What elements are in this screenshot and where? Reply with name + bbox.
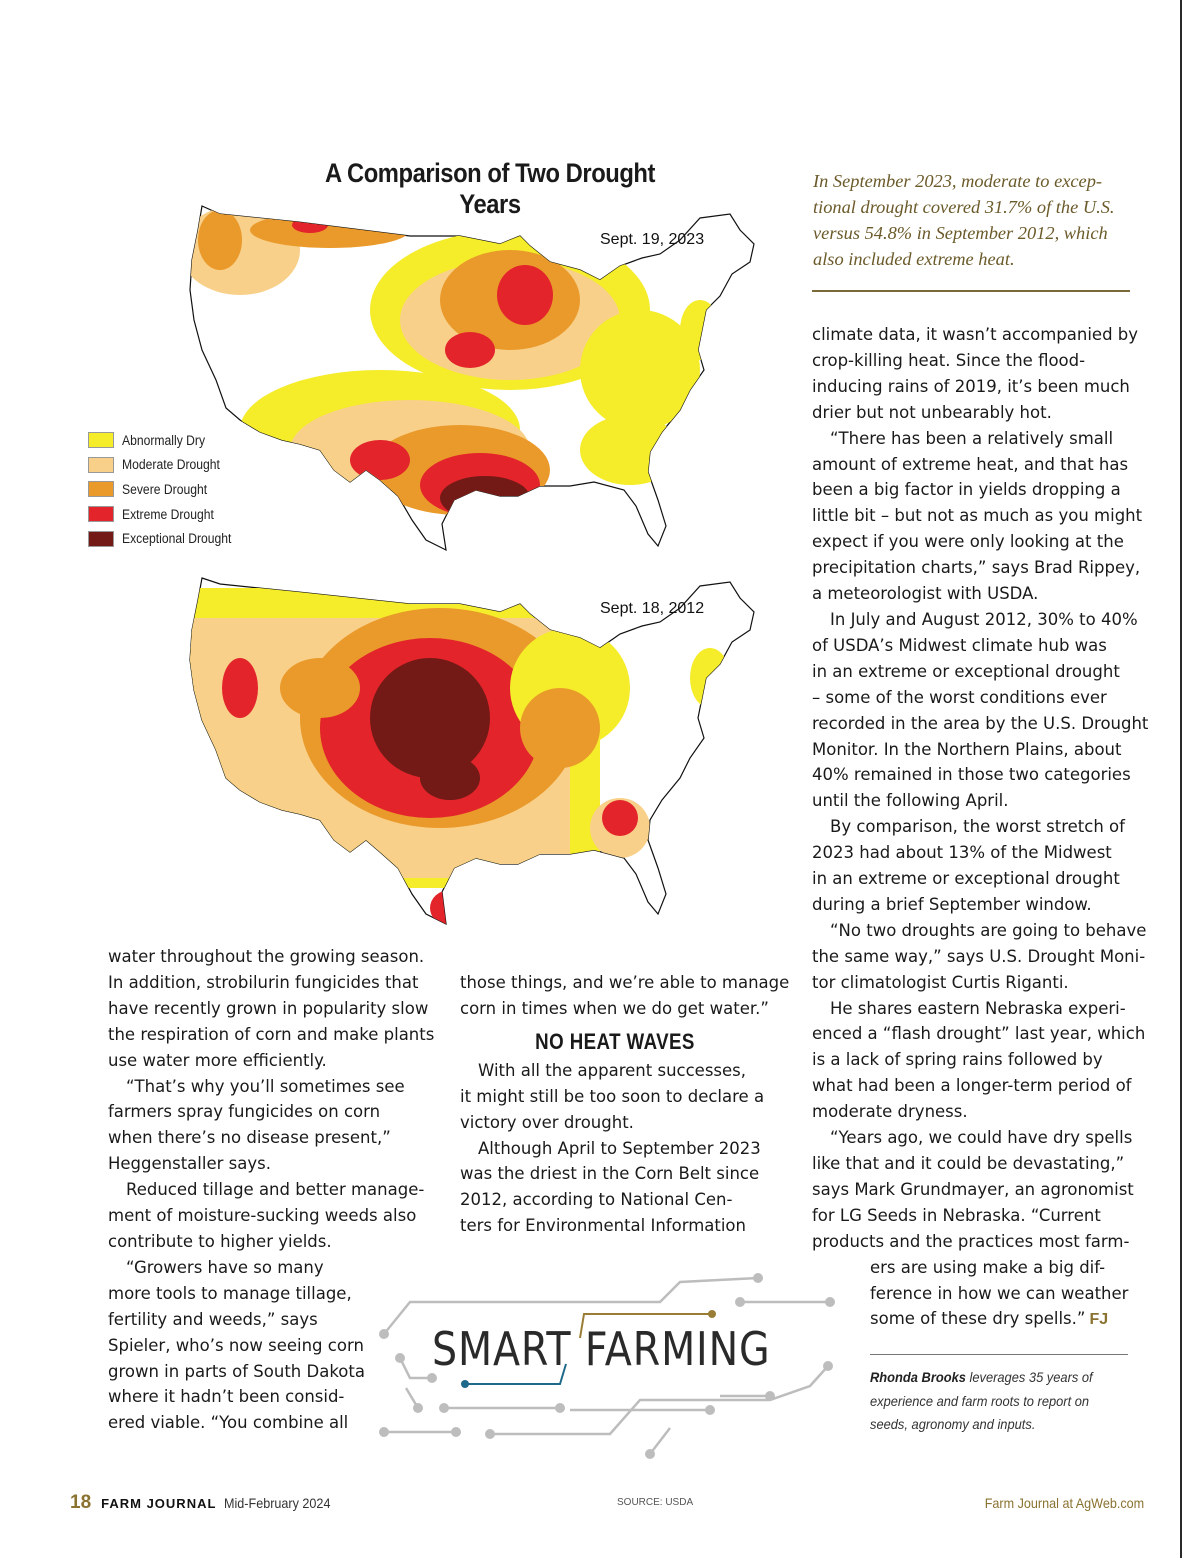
body-text: for LG Seeds in Nebraska. “Current — [812, 1205, 1101, 1225]
legend-item — [88, 502, 248, 527]
body-text-line — [812, 711, 1149, 737]
body-text: in an extreme or exceptional drought — [812, 661, 1120, 681]
drought-map-2023 — [180, 200, 780, 560]
pull-quote-line: tional drought covered 31.7% of the U.S. — [813, 197, 1115, 217]
page-number: 18 — [70, 1492, 92, 1513]
body-text: Heggenstaller says. — [108, 1154, 271, 1174]
bio-rule — [870, 1354, 1128, 1355]
pull-quote — [813, 168, 1135, 272]
body-text-line — [460, 1161, 790, 1187]
pull-quote-rule — [812, 290, 1130, 292]
body-text-line — [108, 944, 438, 970]
body-text-line — [812, 607, 1142, 633]
body-text-line — [812, 866, 1142, 892]
body-text-line — [812, 426, 1142, 452]
signoff-mark: FJ — [1089, 1311, 1109, 1329]
body-text: like that and it could be devastating,” — [812, 1154, 1125, 1173]
body-text-line — [812, 1151, 1142, 1177]
legend-swatch — [88, 481, 114, 497]
figure-title: A Comparison of Two Drought Years — [325, 158, 655, 219]
legend-swatch — [88, 457, 114, 473]
body-text-line — [812, 503, 1142, 529]
pull-quote-line: In September 2023, moderate to excep- — [813, 171, 1103, 191]
body-text: ters for Environmental Information — [460, 1216, 746, 1236]
body-text-line — [108, 970, 438, 996]
body-text-line — [108, 1048, 438, 1074]
body-text: some of these dry spells.” — [870, 1309, 1086, 1329]
body-text-line — [108, 996, 438, 1022]
body-text-line — [108, 1203, 438, 1229]
body-text: enced a “flash drought” last year, which — [812, 1024, 1146, 1044]
body-text-line — [108, 1151, 438, 1177]
body-text-line — [812, 633, 1142, 659]
body-text: 2023 had about 13% of the Midwest — [812, 843, 1112, 863]
body-text: the same way,” says U.S. Drought Moni- — [812, 946, 1146, 966]
body-text: moderate dryness. — [812, 1102, 968, 1122]
body-text: water throughout the growing season. — [108, 947, 425, 966]
body-text: use water more efficiently. — [108, 1050, 327, 1070]
legend-item — [88, 428, 248, 453]
pull-quote-line: also included extreme heat. — [813, 249, 1015, 269]
body-text: grown in parts of South Dakota — [108, 1361, 365, 1381]
body-text: more tools to manage tillage, — [108, 1283, 352, 1303]
body-text: crop-killing heat. Since the flood- — [812, 350, 1086, 370]
legend-label: Moderate Drought — [122, 457, 220, 473]
legend-swatch — [88, 432, 114, 448]
body-text-line — [108, 1177, 438, 1203]
body-text: ers are using make a big dif- — [870, 1257, 1106, 1277]
body-text-line — [812, 1229, 1142, 1255]
map-2012-date: Sept. 18, 2012 — [600, 600, 705, 617]
body-text: By comparison, the worst stretch of — [830, 817, 1125, 837]
legend-label: Severe Drought — [122, 481, 208, 497]
body-text: have recently grown in popularity slow — [108, 998, 429, 1018]
body-text: “That’s why you’ll sometimes see — [126, 1076, 405, 1096]
body-text-line — [812, 555, 1142, 581]
body-text-line — [812, 788, 1142, 814]
body-text-line — [460, 996, 790, 1022]
author-name: Rhonda Brooks — [870, 1369, 966, 1385]
body-text: until the following April. — [812, 791, 1009, 811]
body-text: “No two droughts are going to behave — [830, 920, 1147, 940]
body-text-line — [460, 1084, 790, 1110]
body-text-line — [812, 452, 1142, 478]
body-text-line — [812, 1281, 1142, 1307]
bio-text: seeds, agronomy and inputs. — [870, 1416, 1036, 1433]
body-text: – some of the worst conditions ever — [812, 687, 1107, 707]
body-text-line — [812, 374, 1142, 400]
body-text: a meteorologist with USDA. — [812, 584, 1039, 604]
body-text: climate data, it wasn’t accompanied by — [812, 325, 1139, 344]
figure-source: SOURCE: USDA — [617, 1497, 694, 1508]
body-text: been a big factor in yields dropping a — [812, 480, 1121, 500]
page-edge-rule — [1180, 0, 1182, 1558]
body-text: “Growers have so many — [126, 1257, 324, 1277]
author-bio — [870, 1366, 1140, 1437]
body-text-line — [812, 1255, 1142, 1281]
body-text-line — [812, 996, 1142, 1022]
issue-date: Mid-February 2024 — [224, 1495, 331, 1511]
body-text: Reduced tillage and better manage- — [126, 1180, 425, 1200]
body-text-line — [812, 1125, 1142, 1151]
website-link[interactable]: Farm Journal at AgWeb.com — [984, 1495, 1144, 1511]
section-subhead: NO HEAT WAVES — [535, 1028, 695, 1054]
body-text-line — [812, 918, 1147, 944]
body-text: those things, and we’re able to manage — [460, 973, 790, 992]
body-text-line — [812, 529, 1142, 555]
body-text: corn in times when we do get water.” — [460, 998, 769, 1018]
body-text-line — [460, 1136, 790, 1162]
body-text: In July and August 2012, 30% to 40% — [830, 609, 1138, 629]
body-text: of USDA’s Midwest climate hub was — [812, 635, 1107, 655]
body-text: recorded in the area by the U.S. Drought — [812, 713, 1149, 733]
body-text-line — [812, 1306, 1142, 1333]
page-footer — [70, 1492, 343, 1516]
body-text: Spieler, who’s now seeing corn — [108, 1335, 364, 1355]
body-text-line — [108, 1229, 438, 1255]
body-text: it might still be too soon to declare a — [460, 1086, 765, 1106]
body-text: amount of extreme heat, and that has — [812, 454, 1129, 474]
legend-label: Abnormally Dry — [122, 432, 206, 448]
body-text: With all the apparent successes, — [478, 1060, 747, 1080]
body-text-line — [812, 659, 1142, 685]
body-text: where it hadn’t been consid- — [108, 1387, 345, 1407]
body-text: says Mark Grundmayer, an agronomist — [812, 1179, 1134, 1199]
body-text-line — [108, 1022, 438, 1048]
legend-label: Extreme Drought — [122, 506, 214, 522]
bio-text: experience and farm roots to report on — [870, 1392, 1090, 1409]
pull-quote-line: versus 54.8% in September 2012, which — [813, 223, 1108, 243]
body-text-line — [812, 477, 1142, 503]
body-text-line — [460, 1187, 790, 1213]
map-2023-date: Sept. 19, 2023 — [600, 231, 705, 248]
body-text-line — [108, 1074, 438, 1100]
body-text: expect if you were only looking at the — [812, 532, 1124, 552]
body-text: when there’s no disease present,” — [108, 1128, 391, 1148]
bio-text: leverages 35 years of — [965, 1369, 1093, 1385]
legend-label: Exceptional Drought — [122, 531, 232, 547]
body-text: ment of moisture-sucking weeds also — [108, 1206, 417, 1226]
body-text-line — [812, 840, 1142, 866]
body-text: what had been a longer-term period of — [812, 1076, 1132, 1096]
body-text: contribute to higher yields. — [108, 1231, 332, 1251]
body-text-line — [460, 970, 790, 996]
body-text: little bit – but not as much as you might — [812, 506, 1143, 526]
body-text: Monitor. In the Northern Plains, about — [812, 739, 1122, 759]
body-text-line — [812, 892, 1142, 918]
legend-swatch — [88, 506, 114, 522]
body-text: ference in how we can weather — [870, 1283, 1129, 1303]
article-column-middle — [460, 970, 790, 1239]
body-text: during a brief September window. — [812, 894, 1092, 914]
body-text-line — [108, 1125, 438, 1151]
body-text: is a lack of spring rains followed by — [812, 1050, 1103, 1070]
body-text-line — [812, 348, 1142, 374]
body-text-line — [812, 581, 1142, 607]
body-text-line — [812, 944, 1146, 970]
body-text-line — [460, 1058, 790, 1084]
body-text: farmers spray fungicides on corn — [108, 1102, 381, 1122]
body-text-line — [108, 1099, 438, 1125]
legend-item — [88, 453, 248, 478]
body-text-line — [460, 1110, 790, 1136]
body-text: victory over drought. — [460, 1112, 634, 1132]
body-text: tor climatologist Curtis Riganti. — [812, 972, 1069, 992]
smart-farming-wordmark: SMART FARMING — [432, 1322, 771, 1376]
body-text-line — [812, 762, 1142, 788]
body-text-line — [812, 322, 1142, 348]
body-text-line — [812, 1203, 1142, 1229]
body-text-line — [812, 1177, 1142, 1203]
body-text-line — [812, 737, 1142, 763]
body-text: drier but not unbearably hot. — [812, 402, 1052, 422]
body-text-line — [812, 1047, 1142, 1073]
body-text-line — [812, 1099, 1142, 1125]
legend-item — [88, 477, 248, 502]
body-text: was the driest in the Corn Belt since — [460, 1164, 760, 1184]
body-text-line — [812, 400, 1142, 426]
body-text: products and the practices most farm- — [812, 1231, 1130, 1251]
drought-map-2012 — [180, 568, 780, 938]
magazine-name: FARM JOURNAL — [101, 1496, 217, 1511]
body-text-line — [812, 814, 1142, 840]
article-column-right — [812, 322, 1149, 1333]
body-text-line — [460, 1213, 790, 1239]
body-text-line — [812, 1073, 1142, 1099]
body-text: He shares eastern Nebraska experi- — [830, 998, 1126, 1018]
body-text: In addition, strobilurin fungicides that — [108, 972, 419, 992]
body-text: ered viable. “You combine all — [108, 1413, 349, 1433]
body-text: fertility and weeds,” says — [108, 1309, 318, 1329]
legend-item — [88, 526, 248, 551]
body-text: Although April to September 2023 — [478, 1138, 761, 1158]
body-text: “There has been a relatively small — [830, 428, 1114, 448]
legend-swatch — [88, 531, 114, 547]
body-text-line — [812, 685, 1142, 711]
body-text: precipitation charts,” says Brad Rippey, — [812, 558, 1141, 578]
body-text: inducing rains of 2019, it’s been much — [812, 376, 1130, 396]
body-text: 40% remained in those two categories — [812, 765, 1131, 785]
body-text-line — [812, 970, 1142, 996]
drought-legend — [88, 428, 248, 551]
body-text-line — [812, 1021, 1146, 1047]
body-text: in an extreme or exceptional drought — [812, 869, 1120, 889]
body-text: 2012, according to National Cen- — [460, 1190, 733, 1210]
body-text: “Years ago, we could have dry spells — [830, 1128, 1133, 1148]
body-text: the respiration of corn and make plants — [108, 1024, 435, 1044]
